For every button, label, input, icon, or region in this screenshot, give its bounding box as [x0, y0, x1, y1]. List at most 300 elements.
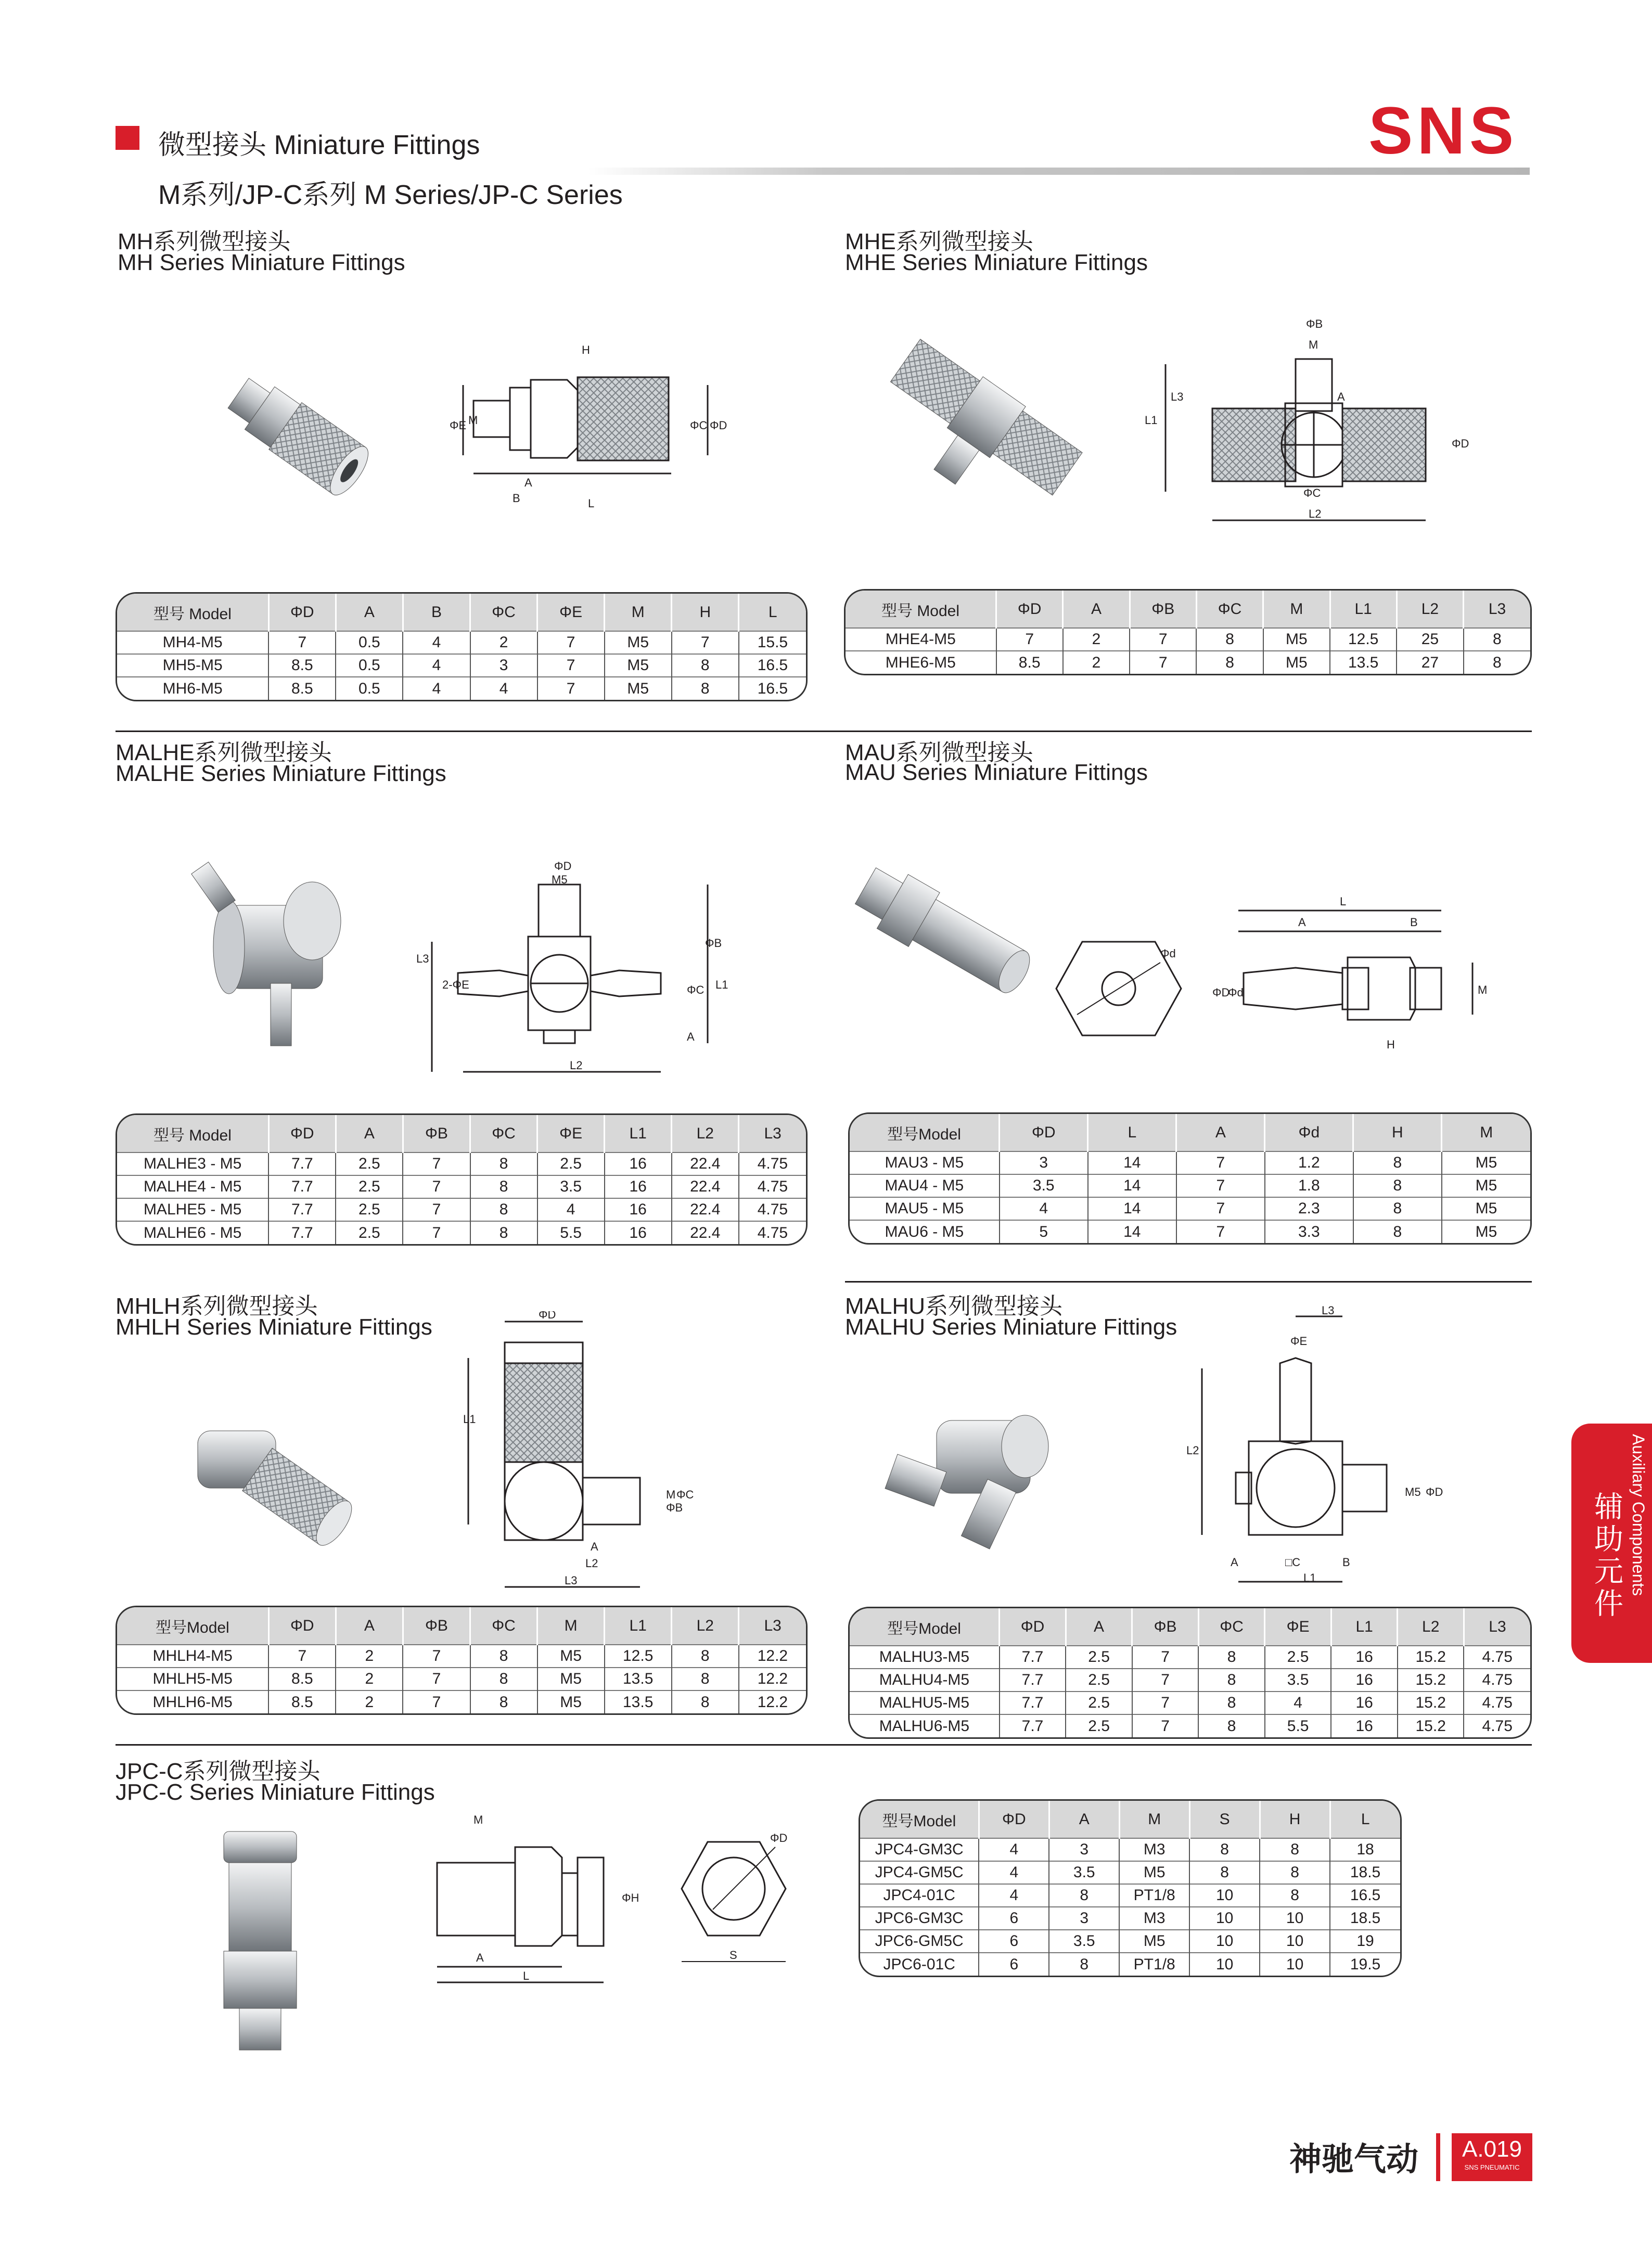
value-cell: 2.5 [336, 1221, 403, 1244]
value-cell: 4 [1265, 1692, 1331, 1714]
value-cell: 2 [336, 1690, 403, 1713]
column-header: 型号Model [117, 1607, 268, 1645]
section-divider-bottom [116, 1744, 1532, 1746]
value-cell: 8 [1049, 1953, 1119, 1976]
jpc-title-en: JPC-C Series Miniature Fittings [116, 1779, 435, 1805]
value-cell: 16 [605, 1175, 672, 1198]
malhu-spec-table [848, 1607, 1532, 1739]
side-tab-en: Auxiliary Components [1629, 1434, 1648, 1596]
mhlh-dim-b: ΦB [666, 1501, 683, 1514]
column-header: ΦC [470, 1607, 537, 1645]
model-cell: MALHE3 - M5 [117, 1152, 268, 1175]
column-header: L3 [1464, 591, 1530, 628]
malhu-title-cn: MALHU系列微型接头 [845, 1293, 1063, 1319]
malhe-dim-m5: M5 [552, 873, 568, 886]
value-cell: 4.75 [1464, 1646, 1530, 1669]
value-cell: 2 [1063, 651, 1130, 674]
model-cell: MALHE6 - M5 [117, 1221, 268, 1244]
value-cell: 7.7 [268, 1221, 336, 1244]
mhlh-dimension-drawing [447, 1311, 718, 1603]
value-cell: M3 [1119, 1907, 1189, 1930]
mh-dim-a: A [524, 476, 532, 489]
mhe-dim-c: ΦC [1303, 486, 1321, 499]
table-row [860, 1953, 1400, 1976]
column-header: L1 [1330, 591, 1397, 628]
value-cell: 1.2 [1265, 1151, 1353, 1174]
value-cell: 5.5 [537, 1221, 605, 1244]
column-header: ΦD [268, 594, 336, 631]
value-cell: 7 [403, 1152, 470, 1175]
mhlh-dim-l3: L3 [565, 1574, 578, 1587]
value-cell: 7 [268, 631, 336, 654]
malhe-title-en: MALHE Series Miniature Fittings [116, 761, 446, 786]
column-header: A [1063, 591, 1130, 628]
column-header: H [1353, 1114, 1442, 1151]
mau-dim-m: M [1478, 983, 1488, 996]
malhe-dim-l2: L2 [570, 1059, 583, 1072]
table-row [117, 1221, 806, 1244]
column-header: L2 [672, 1115, 739, 1152]
value-cell: 3.5 [1265, 1669, 1331, 1692]
value-cell: 19.5 [1330, 1953, 1400, 1976]
value-cell: 7.7 [268, 1152, 336, 1175]
mh-dim-c: ΦC [690, 419, 708, 432]
mh-dim-m: M [468, 414, 478, 427]
mhe-dim-l1: L1 [1145, 414, 1158, 427]
value-cell: 18 [1330, 1838, 1400, 1861]
jpc-dim-a: A [476, 1951, 484, 1964]
table-row [117, 1198, 806, 1221]
section-divider [116, 731, 1532, 732]
value-cell: 10 [1189, 1907, 1260, 1930]
value-cell: 12.5 [605, 1645, 672, 1668]
value-cell: 7 [1132, 1692, 1199, 1714]
column-header: ΦB [403, 1115, 470, 1152]
column-header: L3 [1464, 1608, 1530, 1646]
value-cell: M5 [537, 1645, 605, 1668]
column-header: 型号 Model [117, 1115, 268, 1152]
value-cell: 2.5 [1066, 1669, 1132, 1692]
value-cell: 2.5 [1265, 1646, 1331, 1669]
mh-dim-e: ΦE [450, 419, 467, 432]
value-cell: 3 [1049, 1907, 1119, 1930]
value-cell: 15.2 [1398, 1646, 1464, 1669]
column-header: A [1176, 1114, 1265, 1151]
column-header: ΦE [1265, 1608, 1331, 1646]
model-cell: MHE6-M5 [846, 651, 996, 674]
model-cell: JPC6-01C [860, 1953, 979, 1976]
model-cell: MALHU5-M5 [850, 1692, 1000, 1714]
value-cell: 7 [537, 631, 605, 654]
value-cell: 7.7 [268, 1175, 336, 1198]
column-header: M [1119, 1801, 1189, 1838]
value-cell: 25 [1397, 628, 1463, 651]
value-cell: 0.5 [336, 677, 403, 700]
value-cell: 4 [537, 1198, 605, 1221]
mh-dim-d: ΦD [710, 419, 727, 432]
value-cell: PT1/8 [1119, 1953, 1189, 1976]
value-cell: 8 [1198, 1646, 1265, 1669]
column-header: ΦC [470, 1115, 537, 1152]
column-header: L1 [605, 1115, 672, 1152]
value-cell: 8 [1260, 1838, 1330, 1861]
value-cell: 2.5 [336, 1152, 403, 1175]
table-row [117, 1152, 806, 1175]
value-cell: 8 [1260, 1884, 1330, 1907]
mau-dim-d: Φd [1228, 986, 1244, 999]
mhlh-dim-m: M [666, 1488, 676, 1501]
column-header: A [1049, 1801, 1119, 1838]
value-cell: 8 [1353, 1174, 1442, 1197]
value-cell: 2.5 [1066, 1714, 1132, 1737]
value-cell: 15.2 [1398, 1669, 1464, 1692]
column-header: ΦC [470, 594, 537, 631]
value-cell: 12.2 [739, 1668, 806, 1690]
column-header: ΦD [1000, 1114, 1088, 1151]
value-cell: 10 [1189, 1953, 1260, 1976]
mhlh-dim-a: A [591, 1540, 598, 1553]
value-cell: M5 [1263, 651, 1330, 674]
column-header: L3 [739, 1607, 806, 1645]
model-cell: MALHU6-M5 [850, 1714, 1000, 1737]
mau-title-en: MAU Series Miniature Fittings [845, 760, 1148, 785]
value-cell: 7 [1176, 1197, 1265, 1220]
model-cell: MH6-M5 [117, 677, 268, 700]
value-cell: 8.5 [268, 1668, 336, 1690]
table-row [860, 1838, 1400, 1861]
value-cell: 0.5 [336, 654, 403, 677]
mhlh-spec-table [116, 1606, 808, 1715]
value-cell: 18.5 [1330, 1861, 1400, 1884]
value-cell: 8 [470, 1175, 537, 1198]
value-cell: 4.75 [739, 1221, 806, 1244]
value-cell: M5 [1119, 1861, 1189, 1884]
column-header: ΦD [268, 1607, 336, 1645]
value-cell: 4 [403, 677, 470, 700]
table-row [860, 1930, 1400, 1953]
value-cell: 3.5 [1049, 1930, 1119, 1953]
mh-dim-b: B [513, 492, 520, 505]
table-row [860, 1884, 1400, 1907]
value-cell: M5 [537, 1668, 605, 1690]
malhu-dim-a: A [1231, 1556, 1238, 1569]
value-cell: 8 [1189, 1838, 1260, 1861]
column-header: H [672, 594, 739, 631]
mhlh-product-photo [187, 1400, 364, 1556]
mau-dimension-drawing [1192, 895, 1493, 1093]
model-cell: MAU3 - M5 [850, 1151, 1000, 1174]
value-cell: 16.5 [739, 654, 806, 677]
column-header: L2 [1398, 1608, 1464, 1646]
value-cell: M5 [1442, 1197, 1530, 1220]
value-cell: 4.75 [1464, 1669, 1530, 1692]
value-cell: 7 [403, 1645, 470, 1668]
mhlh-dim-c: ΦC [676, 1488, 694, 1501]
mhe-dim-d: ΦD [1452, 437, 1469, 450]
column-header: H [1260, 1801, 1330, 1838]
model-cell: JPC4-01C [860, 1884, 979, 1907]
model-cell: JPC4-GM5C [860, 1861, 979, 1884]
mau-dim-l: L [1340, 895, 1347, 908]
malhe-dim-b: ΦB [705, 937, 722, 950]
value-cell: 8 [470, 1198, 537, 1221]
value-cell: 13.5 [1330, 651, 1397, 674]
mhe-product-photo [874, 328, 1093, 515]
table-row [860, 1861, 1400, 1884]
column-header: 型号Model [850, 1608, 1000, 1646]
value-cell: 2.5 [336, 1198, 403, 1221]
value-cell: 2 [1063, 628, 1130, 651]
value-cell: 4 [403, 654, 470, 677]
column-header: L [739, 594, 806, 631]
column-header: ΦB [403, 1607, 470, 1645]
page-number: A.019 [1462, 2136, 1522, 2162]
mh-product-photo [203, 359, 390, 515]
mhe-dim-l2: L2 [1309, 507, 1322, 520]
value-cell: 7 [996, 628, 1063, 651]
jpc-side-drawing [427, 1811, 645, 1998]
column-header: ΦB [1132, 1608, 1199, 1646]
value-cell: 3 [470, 654, 537, 677]
value-cell: 4.75 [1464, 1714, 1530, 1737]
mhlh-title-en: MHLH Series Miniature Fittings [116, 1314, 432, 1340]
value-cell: 19 [1330, 1930, 1400, 1953]
column-header: A [1066, 1608, 1132, 1646]
jpc-dim-s: S [729, 1949, 737, 1962]
value-cell: 0.5 [336, 631, 403, 654]
model-cell: MHLH5-M5 [117, 1668, 268, 1690]
value-cell: 12.5 [1330, 628, 1397, 651]
value-cell: 8 [1196, 628, 1263, 651]
value-cell: 8 [672, 677, 739, 700]
value-cell: 3 [1049, 1838, 1119, 1861]
column-header: B [403, 594, 470, 631]
value-cell: 7 [1130, 651, 1196, 674]
value-cell: 22.4 [672, 1198, 739, 1221]
malhu-product-photo [879, 1379, 1077, 1566]
value-cell: 7 [672, 631, 739, 654]
value-cell: 18.5 [1330, 1907, 1400, 1930]
value-cell: 8 [1189, 1861, 1260, 1884]
value-cell: 2 [336, 1645, 403, 1668]
footer-bar [1436, 2133, 1440, 2181]
value-cell: 8.5 [268, 654, 336, 677]
malhu-title-en: MALHU Series Miniature Fittings [845, 1314, 1177, 1340]
value-cell: 8 [470, 1152, 537, 1175]
model-cell: MHLH6-M5 [117, 1690, 268, 1713]
table-row [850, 1669, 1530, 1692]
value-cell: 7 [403, 1221, 470, 1244]
column-header: S [1189, 1801, 1260, 1838]
value-cell: 7.7 [1000, 1714, 1066, 1737]
mau-spec-table [848, 1112, 1532, 1245]
footer-page-box [1452, 2133, 1532, 2181]
value-cell: 8 [672, 1645, 739, 1668]
table-row [117, 654, 806, 677]
value-cell: 16.5 [739, 677, 806, 700]
value-cell: 8 [1198, 1692, 1265, 1714]
mh-spec-table [116, 592, 808, 701]
column-header: L2 [1397, 591, 1463, 628]
value-cell: 6 [979, 1953, 1049, 1976]
value-cell: 7.7 [1000, 1669, 1066, 1692]
mh-title-cn: MH系列微型接头 [118, 229, 291, 254]
page-title: 微型接头 Miniature Fittings [158, 130, 480, 160]
mau-title-cn: MAU系列微型接头 [845, 740, 1033, 765]
malhe-product-photo [182, 848, 390, 1056]
value-cell: 7 [1130, 628, 1196, 651]
malhe-dim-a: A [687, 1030, 695, 1043]
table-row [850, 1174, 1530, 1197]
value-cell: 16 [605, 1221, 672, 1244]
column-header: ΦC [1196, 591, 1263, 628]
value-cell: 8 [1198, 1669, 1265, 1692]
malhe-dim-l1: L1 [715, 978, 728, 991]
value-cell: 7 [403, 1690, 470, 1713]
mau-dim-h: H [1387, 1038, 1395, 1051]
model-cell: JPC6-GM3C [860, 1907, 979, 1930]
value-cell: 8 [1353, 1197, 1442, 1220]
mau-hex-view [1046, 895, 1192, 1082]
column-header: ΦE [537, 1115, 605, 1152]
column-header: ΦD [996, 591, 1063, 628]
value-cell: 4 [979, 1884, 1049, 1907]
value-cell: 8 [1353, 1151, 1442, 1174]
value-cell: 1.8 [1265, 1174, 1353, 1197]
value-cell: 16 [1331, 1646, 1398, 1669]
value-cell: 8 [1260, 1861, 1330, 1884]
mhe-dim-m: M [1309, 338, 1318, 351]
column-header: ΦC [1198, 1608, 1265, 1646]
mh-dim-l: L [588, 497, 595, 510]
model-cell: MAU6 - M5 [850, 1220, 1000, 1243]
column-header: L1 [1331, 1608, 1398, 1646]
value-cell: 14 [1088, 1174, 1176, 1197]
table-row [860, 1907, 1400, 1930]
table-row [850, 1220, 1530, 1243]
mhlh-dim-l1: L1 [463, 1413, 476, 1426]
value-cell: 6 [979, 1907, 1049, 1930]
jpc-product-photo [208, 1821, 312, 2060]
malhu-dim-c: □C [1285, 1556, 1301, 1569]
column-header: M [1442, 1114, 1530, 1151]
value-cell: 7 [1132, 1714, 1199, 1737]
value-cell: 4.75 [739, 1152, 806, 1175]
value-cell: 2 [336, 1668, 403, 1690]
value-cell: 7 [1176, 1220, 1265, 1243]
mhlh-title-cn: MHLH系列微型接头 [116, 1293, 318, 1319]
table-row [117, 1668, 806, 1690]
column-header: L2 [672, 1607, 739, 1645]
value-cell: 10 [1189, 1930, 1260, 1953]
value-cell: M5 [1263, 628, 1330, 651]
value-cell: 3.3 [1265, 1220, 1353, 1243]
value-cell: 2.5 [336, 1175, 403, 1198]
value-cell: 10 [1260, 1953, 1330, 1976]
malhu-dim-l1: L1 [1303, 1571, 1316, 1584]
value-cell: 16 [605, 1198, 672, 1221]
value-cell: 4 [403, 631, 470, 654]
mau-dim-a: A [1298, 916, 1306, 929]
value-cell: 14 [1088, 1220, 1176, 1243]
column-header: 型号 Model [846, 591, 996, 628]
mhe-dim-b: ΦB [1306, 317, 1323, 330]
mhlh-dim-l2: L2 [585, 1557, 598, 1570]
value-cell: 16 [1331, 1692, 1398, 1714]
model-cell: MALHE5 - M5 [117, 1198, 268, 1221]
table-row [850, 1646, 1530, 1669]
column-header: A [336, 594, 403, 631]
value-cell: 3.5 [1000, 1174, 1088, 1197]
column-header: A [336, 1115, 403, 1152]
table-row [117, 677, 806, 700]
value-cell: 14 [1088, 1197, 1176, 1220]
value-cell: 4 [1000, 1197, 1088, 1220]
model-cell: MH4-M5 [117, 631, 268, 654]
header-marker [116, 126, 139, 150]
mhlh-dim-d: ΦD [539, 1311, 556, 1321]
value-cell: 7 [1176, 1151, 1265, 1174]
model-cell: JPC6-GM5C [860, 1930, 979, 1953]
side-tab-cn: 辅助元件 [1591, 1491, 1623, 1620]
malhu-dim-m5: M5 [1405, 1485, 1421, 1498]
value-cell: 7 [1132, 1646, 1199, 1669]
value-cell: 4.75 [739, 1175, 806, 1198]
value-cell: M5 [605, 631, 672, 654]
table-row [846, 628, 1530, 651]
value-cell: 8 [470, 1668, 537, 1690]
value-cell: M5 [605, 677, 672, 700]
value-cell: 7 [1176, 1174, 1265, 1197]
value-cell: 2.5 [1066, 1646, 1132, 1669]
value-cell: 8 [1464, 628, 1530, 651]
value-cell: 4.75 [739, 1198, 806, 1221]
value-cell: 7.7 [268, 1198, 336, 1221]
value-cell: 4.75 [1464, 1692, 1530, 1714]
value-cell: 14 [1088, 1151, 1176, 1174]
table-row [117, 631, 806, 654]
mhe-dimension-drawing [1134, 312, 1488, 536]
table-row [117, 1175, 806, 1198]
column-header: M [537, 1607, 605, 1645]
value-cell: 2 [470, 631, 537, 654]
value-cell: 8 [672, 1668, 739, 1690]
value-cell: 5.5 [1265, 1714, 1331, 1737]
malhe-dim-c: ΦC [687, 983, 705, 996]
mhe-dim-l3: L3 [1171, 390, 1184, 403]
footer-brand: 神驰气动 [1289, 2142, 1419, 2177]
column-header: ΦE [537, 594, 605, 631]
value-cell: 16.5 [1330, 1884, 1400, 1907]
jpc-dim-h: ΦH [622, 1891, 639, 1904]
value-cell: M5 [605, 654, 672, 677]
value-cell: 10 [1260, 1930, 1330, 1953]
value-cell: 7 [403, 1175, 470, 1198]
value-cell: 27 [1397, 651, 1463, 674]
value-cell: 8 [1196, 651, 1263, 674]
column-header: L [1330, 1801, 1400, 1838]
category-side-tab [1571, 1424, 1652, 1663]
value-cell: 8 [1049, 1884, 1119, 1907]
value-cell: 7 [537, 677, 605, 700]
model-cell: MAU4 - M5 [850, 1174, 1000, 1197]
model-cell: JPC4-GM3C [860, 1838, 979, 1861]
table-row [117, 1690, 806, 1713]
value-cell: 8 [672, 1690, 739, 1713]
malhe-title-cn: MALHE系列微型接头 [116, 740, 332, 765]
mau-dim-dd: ΦD [1212, 986, 1230, 999]
page-subtitle: M系列/JP-C系列 M Series/JP-C Series [158, 180, 623, 210]
